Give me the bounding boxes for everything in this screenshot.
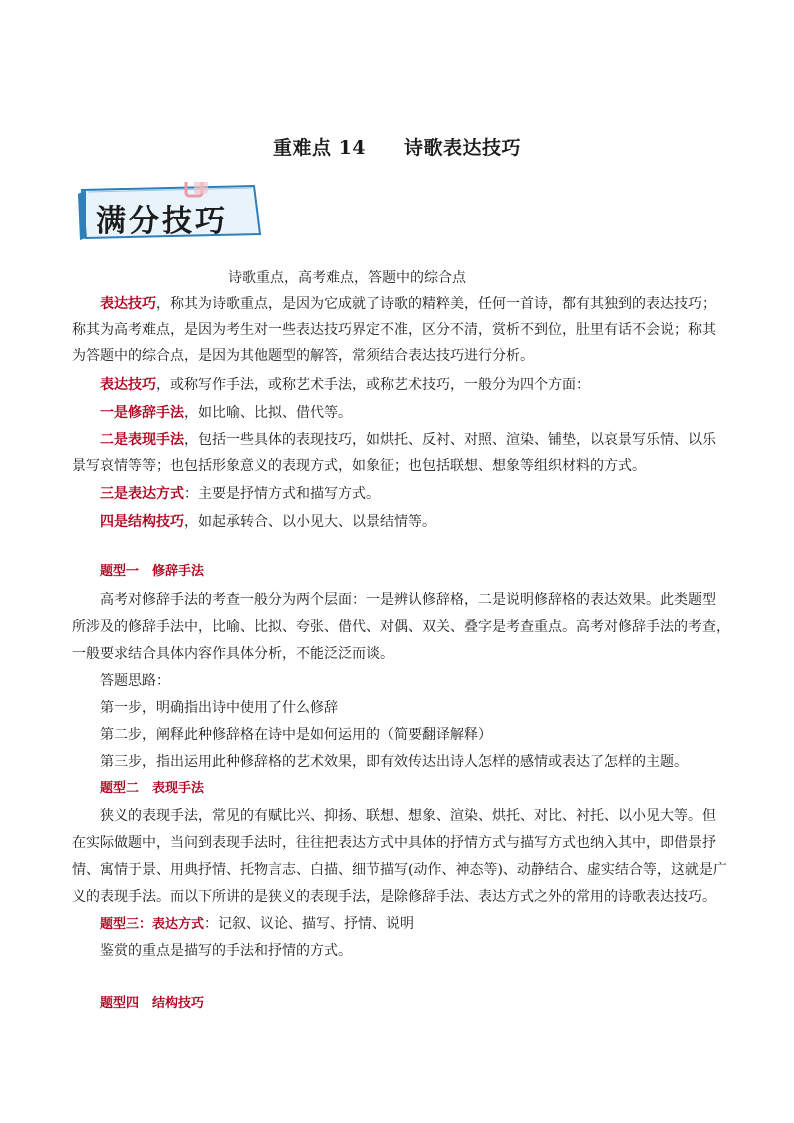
intro-line: 诗歌重点，高考难点，答题中的综合点 (228, 270, 466, 286)
p2-text: ，或称写作手法，或称艺术手法，或称艺术技巧，一般分为四个方面： (156, 377, 590, 393)
paragraph-1-line-1 (100, 294, 716, 314)
section-4-heading: 题型四 结构技巧 (100, 996, 205, 1011)
p6-text: ，如起承转合、以小见大、以景结情等。 (184, 514, 436, 530)
p4-lead: 二是表现手法 (100, 432, 184, 448)
section-2-line-2: 在实际做题中，当问到表现手法时，往往把表达方式中具体的抒情方式与描写方式也纳入其中，即借景抒 (72, 835, 716, 851)
section-1-line-5: 第一步，明确指出诗中使用了什么修辞 (100, 700, 338, 716)
paragraph-4-line-2: 景写哀情等等；也包括形象意义的表现方式，如象征；也包括联想、想象等组织材料的方式。 (72, 458, 646, 474)
p6-lead: 四是结构技巧 (100, 514, 184, 530)
section-2-line-1: 狭义的表现手法，常见的有赋比兴、抑扬、联想、想象、渲染、烘托、对比、衬托、以小见大等。但 (100, 808, 716, 824)
paragraph-1-line-3: 为答题中的综合点，是因为其他题型的解答，常须结合表达技巧进行分析。 (72, 348, 534, 364)
page-title (0, 133, 794, 160)
p5-lead: 三是表达方式 (100, 486, 184, 502)
paragraph-5 (100, 484, 380, 504)
section-3-line-1 (100, 914, 414, 935)
section-3-heading: 题型三：表达方式 (100, 917, 205, 932)
paragraph-4-line-1 (100, 430, 716, 450)
section-1-heading: 题型一 修辞手法 (100, 564, 205, 579)
p5-text: ：主要是抒情方式和描写方式。 (184, 486, 380, 502)
p3-text: ，如比喻、比拟、借代等。 (184, 405, 352, 421)
p3-lead: 一是修辞手法 (100, 405, 184, 421)
paragraph-3 (100, 403, 352, 423)
section-2-line-3: 情、寓情于景、用典抒情、托物言志、白描、细节描写(动作、神态等)、动静结合、虚实结合等，这就是广 (72, 862, 727, 878)
section-2-heading: 题型二 表现手法 (100, 781, 205, 796)
section-3-line-2: 鉴赏的重点是描写的手法和抒情的方式。 (100, 943, 352, 959)
section-1-line-2: 所涉及的修辞手法中，比喻、比拟、夸张、借代、对偶、双关、叠字是考查重点。高考对修辞手法的考查， (72, 619, 730, 635)
section-3-text: ：记叙、议论、描写、抒情、说明 (204, 916, 415, 932)
section-1-line-3: 一般要求结合具体内容作具体分析，不能泛泛而谈。 (72, 646, 394, 662)
paragraph-1-line-2: 称其为高考难点，是因为考生对一些表达技巧界定不准，区分不清，赏析不到位，肚里有话不会说；称其 (72, 322, 716, 338)
section-1-line-4: 答题思路： (100, 673, 170, 689)
title-main: 重难点 14 (272, 137, 367, 159)
banner-label: 满分技巧 (96, 204, 228, 239)
p1-lead: 表达技巧 (100, 296, 156, 312)
section-1-line-6: 第二步，阐释此种修辞格在诗中是如何运用的（简要翻译解释） (100, 727, 492, 743)
section-1-line-7: 第三步，指出运用此种修辞格的艺术效果，即有效传达出诗人怎样的感情或表达了怎样的主题。 (100, 754, 688, 770)
paragraph-2 (100, 375, 590, 395)
p2-lead: 表达技巧 (100, 377, 156, 393)
section-2-line-4: 义的表现手法。而以下所讲的是狭义的表现手法，是除修辞手法、表达方式之外的常用的诗歌表达技巧。 (72, 889, 716, 905)
title-sub: 诗歌表达技巧 (404, 137, 522, 159)
section-1-line-1: 高考对修辞手法的考查一般分为两个层面：一是辨认修辞格，二是说明修辞格的表达效果。此类题型 (100, 592, 716, 608)
p4-text-1: ，包括一些具体的表现技巧，如烘托、反衬、对照、渲染、铺垫，以哀景写乐情、以乐 (184, 432, 716, 448)
paragraph-6 (100, 512, 436, 532)
p1-text-1: ，称其为诗歌重点，是因为它成就了诗歌的精粹美，任何一首诗，都有其独到的表达技巧； (156, 296, 716, 312)
